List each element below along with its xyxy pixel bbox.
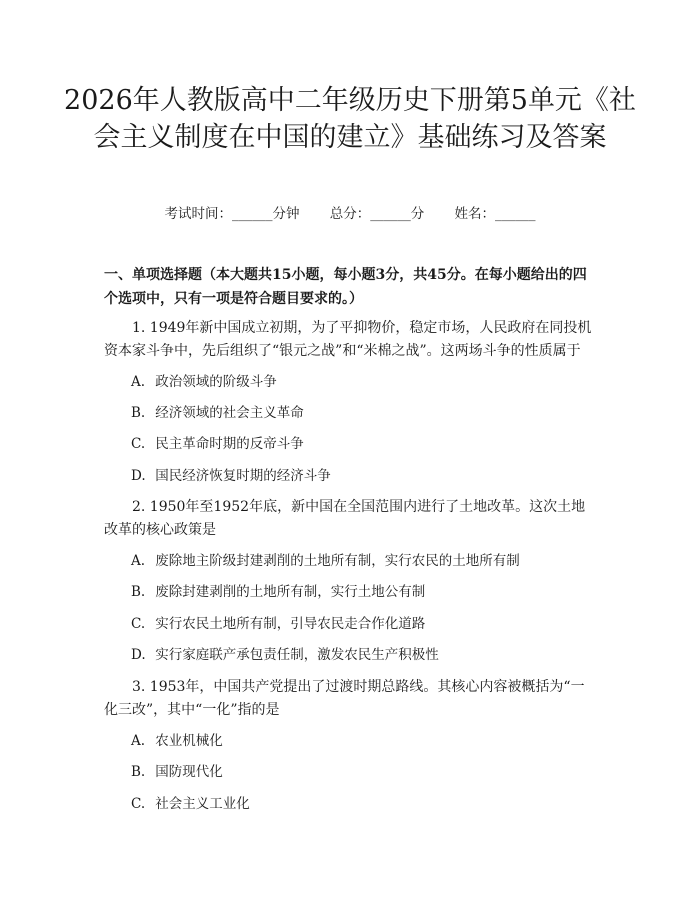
option-text: 民主革命时期的反帝斗争: [155, 436, 304, 452]
exam-meta: [0, 204, 700, 224]
document-title: 2026年人教版高中二年级历史下册第5单元《社会主义制度在中国的建立》基础练习及答案: [64, 85, 636, 153]
question-stem-1: 1. 1949年新中国成立初期，为了平抑物价，稳定市场，人民政府在同投机资本家斗争中，先后组织了“银元之战”和“米棉之战”。这两场斗争的性质属于: [104, 320, 592, 359]
question-stem-2: 2. 1950年至1952年底，新中国在全国范围内进行了土地改革。这次土地改革的核心政策是: [104, 499, 586, 538]
option-text: 国民经济恢复时期的经济斗争: [155, 468, 331, 484]
question-3-option-b: [131, 762, 601, 782]
option-letter: C.: [131, 616, 146, 632]
option-letter: C.: [131, 436, 146, 452]
question-1-option-a: [131, 372, 601, 392]
option-text: 实行家庭联产承包责任制，激发农民生产积极性: [155, 647, 439, 663]
question-3-option-c: [131, 794, 601, 814]
option-text: 废除地主阶级封建剥削的土地所有制，实行农民的土地所有制: [155, 553, 520, 569]
question-2-option-d: [131, 645, 601, 665]
option-text: 国防现代化: [155, 764, 223, 780]
question-1-option-b: [131, 403, 601, 423]
option-letter: A.: [131, 553, 146, 569]
question-1-option-d: [131, 466, 601, 486]
option-text: 农业机械化: [155, 733, 223, 749]
option-letter: B.: [131, 764, 146, 780]
question-1-option-c: [131, 434, 601, 454]
option-text: 社会主义工业化: [155, 796, 250, 812]
option-letter: A.: [131, 733, 146, 749]
option-text: 废除封建剥削的土地所有制，实行土地公有制: [155, 584, 426, 600]
option-letter: D.: [131, 647, 146, 663]
question-stem-3: 3. 1953年，中国共产党提出了过渡时期总路线。其核心内容被概括为“一化三改”，其中“一化”指的是: [104, 679, 585, 718]
exam-time: 考试时间：______分钟: [164, 206, 300, 222]
option-text: 经济领域的社会主义革命: [155, 405, 304, 421]
option-letter: D.: [131, 468, 146, 484]
question-2-option-c: [131, 614, 601, 634]
question-3-option-a: [131, 731, 601, 751]
option-letter: C.: [131, 796, 146, 812]
option-letter: B.: [131, 584, 146, 600]
question-2-option-b: [131, 582, 601, 602]
exam-name: 姓名：______: [454, 206, 536, 222]
option-letter: A.: [131, 374, 146, 390]
option-letter: B.: [131, 405, 146, 421]
option-text: 实行农民土地所有制，引导农民走合作化道路: [155, 616, 426, 632]
question-2-option-a: [131, 551, 601, 571]
section-heading: 一、单项选择题（本大题共15小题，每小题3分，共45分。在每小题给出的四个选项中，只有一项是符合题目要求的。）: [104, 267, 587, 307]
exam-score: 总分：______分: [329, 206, 425, 222]
option-text: 政治领域的阶级斗争: [155, 374, 277, 390]
